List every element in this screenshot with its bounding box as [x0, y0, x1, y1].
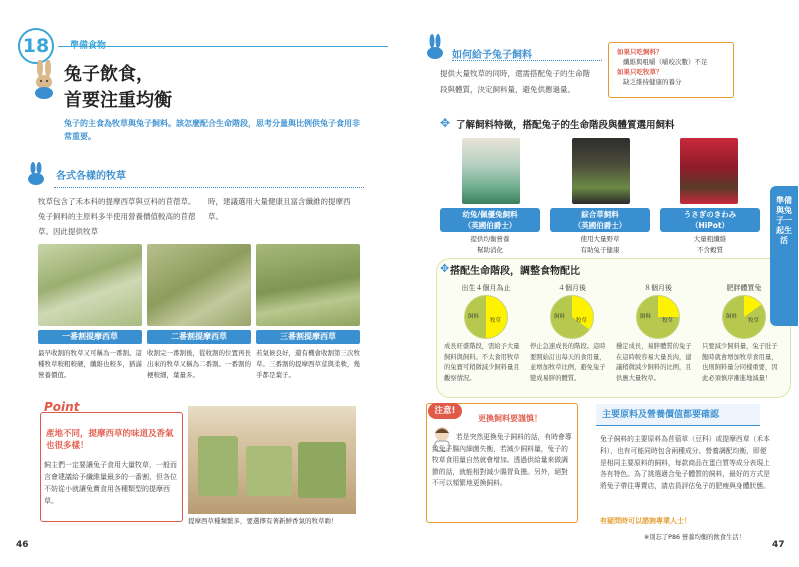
point-heading: 產地不同，提摩西草的味道及香氣也很多樣！ [46, 429, 174, 451]
stage-text-4: 只要減少飼料量，兔子肚子飽時就會增加牧草食用量，也則飼料量分同樣重要，因此必須慎序漸進地減量！ [702, 343, 778, 382]
hay-desc-3: 若氣候良好，還有機會收割第三次牧草。三番割的提摩西草莖與柔軟，幾乎都是葉子。 [256, 349, 360, 379]
stage-age-3: ８個月後 [644, 284, 672, 292]
stage-feed-label-3: 飼料 [640, 314, 652, 320]
title-line-1: 兔子飲食， [64, 64, 154, 85]
qa-question-2: 如果只吃牧草？ [617, 68, 663, 76]
hay-photo-1 [38, 244, 142, 326]
reference-note: ※別忘了P86 營養均衡的飲食生活！ [644, 534, 745, 541]
hay-label-1: 一番割提摩西草 [38, 330, 142, 344]
page-number-right: 47 [772, 540, 785, 550]
section-title-hay: 各式各樣的牧草 [34, 168, 364, 186]
stage-text-2: 停止急速成長的階段。這時要開始訂出每天的食用量，並增加牧草比例，避免兔子變成易胖的體質。 [530, 343, 606, 382]
section-underline [452, 60, 602, 61]
stage-hay-label-4: 牧草 [748, 318, 760, 324]
product-image-3 [680, 138, 738, 204]
hay-paragraph-col2: 時，建議選用大量健康且富含纖維的提摩西草。 [208, 197, 351, 221]
stage-hay-label-1: 牧草 [490, 318, 502, 324]
sparkle-icon: ✥ [440, 262, 450, 275]
hay-desc-1: 最早收割的牧草又可稱為一番割。這種牧草較粗較硬，纖維也較多，猶滿營養價值。 [38, 349, 142, 379]
point-body: 飼主們一定要讓兔子食用大量牧草，一般而言會建議給予纖維量最多的一番割，但各位不妨從小就讓兔寶食用各種類型的提摩西草。 [44, 461, 177, 505]
left-page [0, 0, 399, 567]
product-label-1 [440, 208, 540, 232]
stage-feed-label-2: 飼料 [554, 314, 566, 320]
product-desc-1b: 幫助消化 [477, 246, 503, 254]
note-body [432, 432, 572, 490]
stage-age-2: ４個月後 [558, 284, 586, 292]
qa-answer-2: 缺乏維持健康的養分 [623, 78, 682, 86]
hay-bag-3 [298, 442, 346, 498]
chapter-header: 準備食物 [70, 41, 107, 51]
product-desc-2b: 有助兔子健康 [580, 246, 620, 254]
stage-age-4: 肥胖體質兔 [726, 284, 762, 292]
hay-label-2: 二番割提摩西草 [147, 330, 251, 344]
bunny-illustration [30, 60, 58, 100]
feed-heading: 了解飼料特徵，搭配兔子的生命階段與體質選用飼料 [456, 120, 675, 131]
shelf-caption: 提摩西草種類繁多，要選擇有著新鮮香氣的牧草喲！ [188, 517, 338, 525]
note-tag: 注意! [428, 403, 462, 419]
intro-text: 兔子的主食為牧草與兔子飼料。該怎麼配合生命階段，思考分量與比例供兔子食用非常重要。 [64, 119, 360, 141]
product-brand-1: （英國伯爵士） [463, 221, 517, 230]
stage-text-1: 成長旺盛階段，需給予大量飼料與飼料。不太食用牧草的兔寶可稍微減少飼料量且觀察情況。 [444, 343, 520, 382]
product-desc-3b: 不含穀質 [697, 246, 723, 254]
hay-bag-2 [246, 446, 292, 496]
qa-answer-1: 纖維與咀嚼（嚼咬次數）不足 [623, 58, 708, 66]
hay-desc-2: 收割完一番割後，從收割的位置再長出來的牧草又稱為二番割。一番割的梗較細，葉量多。 [147, 349, 251, 379]
confirm-footer: 有疑問時可以諮詢專業人士！ [600, 517, 691, 525]
stage-title: 搭配生命階段，調整食物配比 [450, 266, 580, 277]
point-tag: Point [44, 400, 80, 414]
product-desc-1a: 提供均衡營養 [470, 235, 510, 243]
sparkle-icon: ✥ [440, 116, 451, 130]
page-title [64, 62, 172, 114]
hay-shelf-photo [188, 406, 356, 514]
product-image-2 [572, 138, 630, 204]
hay-label-3: 三番割提摩西草 [256, 330, 360, 344]
section-title-feed: 如何給予兔子飼料 [452, 50, 532, 61]
product-desc-3a: 大量粗纖維 [693, 235, 727, 243]
product-desc-3 [660, 234, 760, 256]
product-label-3 [660, 208, 760, 232]
product-brand-3: （HiPot） [690, 221, 730, 230]
side-tab-text: 準備與兔子一起生活 [776, 196, 792, 245]
hay-photo-2 [147, 244, 251, 326]
hay-photo-3 [256, 244, 360, 326]
qa-question-1: 如果只吃飼料？ [617, 48, 663, 56]
note-heading: 更換飼料要謹慎！ [478, 414, 542, 423]
hay-paragraph-col1: 牧草包含了禾本科的提摩西草與豆科的苜蓿草。兔子飼料的主原料多半使用營養價值較高的苜蓿草。因此提供牧草 [38, 197, 196, 236]
confirm-body: 兔子飼料的主要原料為苜蓿草（豆科）或提摩西草（禾本科），也有可能同時包含兩種成分。營養調配均衡，即便是相同主要原料的飼料，每款商品在蛋白質等成分表現上各有特色。為了挑選適合兔子體質的飼料，最好的方式是將兔子帶往專賣店，請店員評估兔子的肥瘦與身體狀態。 [600, 435, 770, 491]
product-name-2: 綜合草飼料 [581, 210, 619, 219]
stage-feed-label-4: 飼料 [726, 314, 738, 320]
chapter-number: 18 [18, 28, 54, 64]
right-page [400, 0, 799, 567]
stage-feed-label-1: 飼料 [468, 314, 480, 320]
product-desc-2a: 使用大量野草 [580, 235, 620, 243]
qa-box [608, 42, 734, 98]
hay-bag-1 [198, 436, 238, 496]
page-number-left: 46 [16, 540, 29, 550]
product-brand-2: （英國伯爵士） [573, 221, 627, 230]
product-desc-1 [440, 234, 540, 256]
stage-age-1: 出生４個月為止 [461, 284, 511, 292]
stage-hay-label-3: 牧草 [662, 318, 674, 324]
note-body-text: 若是突然更換兔子飼料的話，有時會導致兔子腸內細菌失衡，若減少飼料量，兔子的牧草食用量自然就會增加。透過供給量來做調節的話，就能相對減少腸胃負擔。另外，絕對不可以頻繁地更換飼料。 [432, 433, 572, 487]
product-desc-2 [550, 234, 650, 256]
product-name-1: 幼兔/佩優兔飼料 [462, 210, 518, 219]
confirm-heading: 主要原料及營養價值都要確認 [596, 404, 760, 426]
feed-intro: 提供大量牧草的同時，還需搭配兔子的生命階段與體質，決定飼料量，避免供應過量。 [440, 69, 590, 94]
header-divider [58, 46, 388, 47]
bunny-icon [424, 34, 446, 60]
stage-hay-label-2: 牧草 [576, 318, 588, 324]
stage-text-3: 穩定成長，易胖體質的兔子在這時較容易大量長肉，建議稍微減少飼料的比例，且供應大量牧草。 [616, 343, 692, 382]
product-name-3: うさぎのきわみ [683, 210, 737, 219]
product-image-1 [462, 138, 520, 204]
product-label-2 [550, 208, 650, 232]
title-line-2: 首要注重均衡 [64, 90, 172, 111]
